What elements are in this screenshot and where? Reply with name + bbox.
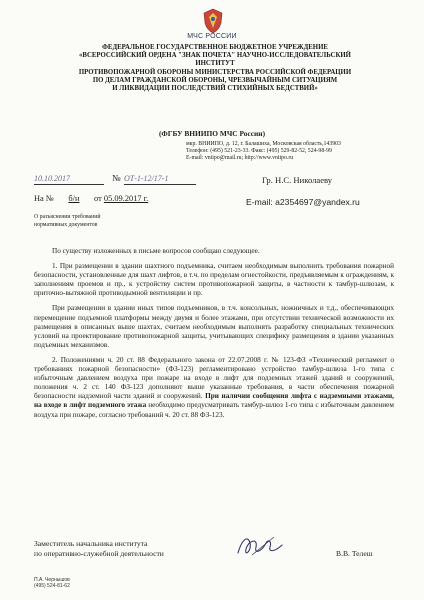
executor-info: П.А. Чернышов (495) 524-81-62	[34, 577, 70, 590]
reference-date: 05.09.2017 г.	[103, 194, 149, 203]
signature-icon	[232, 531, 286, 561]
recipient-email: E-mail: a2354697@yandex.ru	[246, 197, 360, 207]
org-short-name: МЧС РОССИИ	[187, 33, 237, 40]
reference-number: б/н	[68, 194, 80, 203]
letter-body	[34, 247, 394, 420]
letter-subject: О разъяснении требований нормативных документов	[34, 214, 101, 228]
body-intro: По существу изложенных в письме вопросов сообщаю следующее.	[52, 247, 260, 255]
body-paragraph-1: 1. При размещении в здании шахтного подъемника, считаем необходимым выполнить требования пожарной безопасности, установленные для шахт лифтов, в т.ч. по пределам огнестойкости, предъявляемым к ограждениям, к заполнениям проемов и пр., к устройству систем противопожарной защиты, в частности к тамбур-шлюзам, к приточно-вытяжной противодымной вентиляции и пр.	[34, 262, 394, 298]
reference-line: На № б/н от 05.09.2017 г.	[34, 194, 149, 203]
body-paragraph-3: 2. Положениями ч. 20 ст. 88 Федерального закона от 22.07.2008 г. № 123-ФЗ «Технический регламент о требованиях пожарной безопасности» (ФЗ-123) регламентировано устройство тамбур-шлюза 1-го типа с избыточным давлением воздуха при пожаре на входе в лифт для подземных этажей зданий и сооружений, положения ч. 2 ст. 140 ФЗ-123 дополняют выше указанные требования, в части обеспечения пожарной безопасности надземной части зданий и сооружений. При наличии сообщения лифта с надземными этажами, на входе в лифт подземного этажа необходимо предусматривать тамбур-шлюз 1-го типа с избыточным давлением воздуха при пожаре, согласно требований ч. 20 ст. 88 ФЗ-123.	[34, 355, 394, 419]
registration-number-label: №	[112, 173, 121, 183]
org-address: мкр. ВНИИПО, д. 12, г. Балашиха, Московская область,143903 Телефон: (495) 521-23-33. Факс: (495) 529-82-52, 524-98-99 E-mail: vniipo@mail.ru; http://www.vniipo.ru	[186, 141, 341, 162]
recipient-name: Гр. Н.С. Николаеву	[262, 175, 333, 185]
signatory-title: Заместитель начальника института по оперативно-служебной деятельности	[34, 539, 164, 559]
emblem-icon	[202, 8, 224, 34]
body-paragraph-2: При размещении в здании иных типов подъемников, в т.ч. консольных, ножничных и т.д., обеспечивающих перемещение подъемной платформы между двумя и более этажами, при отсутствии технической возможности их размещения в описанных выше шахтах, считаем необходимым выполнять разработку специальных технических условий на проектирование противопожарной защиты, учитывающих специфику размещения в здании указанных подъемных механизмов.	[34, 304, 394, 349]
registration-number: ОТ-1-12/17-1	[124, 174, 196, 185]
registration-date: 10.10.2017	[34, 174, 104, 185]
org-abbreviation: (ФГБУ ВНИИПО МЧС России)	[158, 129, 266, 138]
org-full-name: ФЕДЕРАЛЬНОЕ ГОСУДАРСТВЕННОЕ БЮДЖЕТНОЕ УЧРЕЖДЕНИЕ «ВСЕРОССИЙСКИЙ ОРДЕНА "ЗНАК ПОЧЕТА" НАУЧНО-ИССЛЕДОВАТЕЛЬСКИЙ ИНСТИТУТ ПРОТИВОПОЖАРНОЙ ОБОРОНЫ МИНИСТЕРСТВА РОССИЙСКОЙ ФЕДЕРАЦИИ ПО ДЕЛАМ ГРАЖДАНСКОЙ ОБОРОНЫ, ЧРЕЗВЫЧАЙНЫМ СИТУАЦИЯМ И ЛИКВИДАЦИИ ПОСЛЕДСТВИЙ СТИХИЙНЫХ БЕДСТВИЙ»	[78, 44, 352, 93]
signatory-name: В.В. Телеш	[336, 549, 373, 558]
